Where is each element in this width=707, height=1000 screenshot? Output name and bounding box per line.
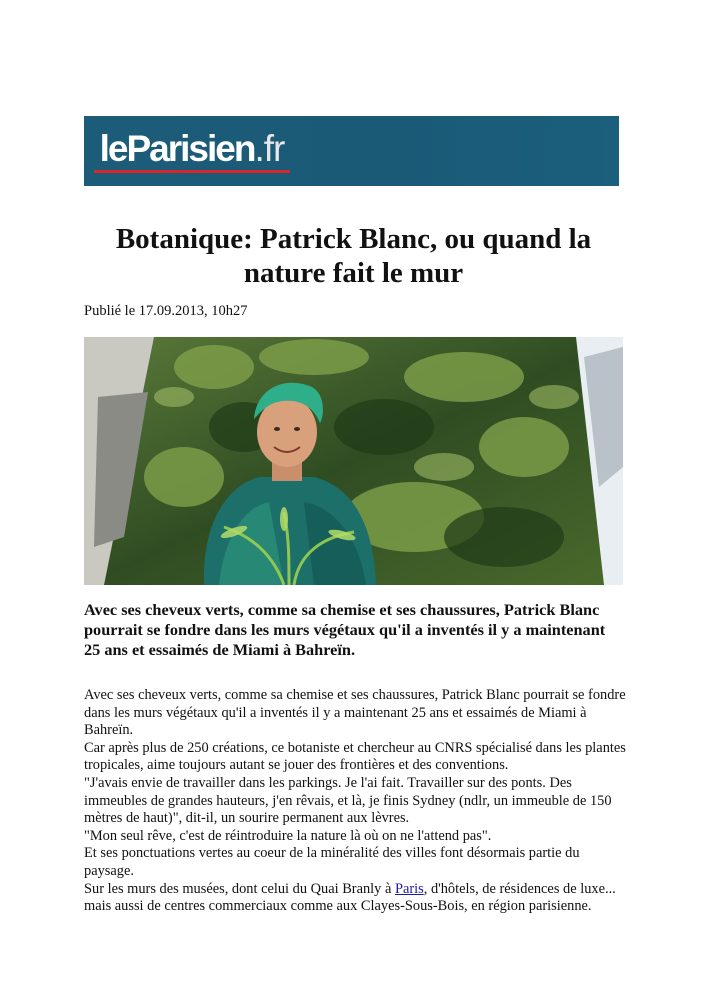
publication-date: Publié le 17.09.2013, 10h27 [84,303,248,319]
paragraph: "Mon seul rêve, c'est de réintroduire la nature là où on ne l'attend pas". [84,827,492,844]
header-banner [84,116,619,186]
paragraph: Avec ses cheveux verts, comme sa chemise et ses chaussures, Patrick Blanc pourrait se fondre dans les murs végétaux qu'il a inventés il y a maintenant 25 ans et essaimés de Miami à Bahreïn. [84,687,626,739]
logo-tld: .fr [254,128,285,169]
title-line-1: Botanique: Patrick Blanc, ou quand la [115,223,592,255]
logo-text [100,129,285,169]
logo-main: leParisien [99,128,255,169]
paragraph: Car après plus de 250 créations, ce botaniste et chercheur au CNRS spécialisé dans les plantes tropicales, aime toujours autant se jouer des frontières et des conventions. [84,739,626,774]
title-line-2: nature fait le mur [243,257,464,289]
article-lead: Avec ses cheveux verts, comme sa chemise et ses chaussures, Patrick Blanc pourrait se fondre dans les murs végétaux qu'il a inventés il y a maintenant 25 ans et essaimés de Miami à Bahreïn. [84,600,606,659]
paris-link[interactable]: Paris [394,880,424,897]
paragraph-text-start: Sur les murs des musées, dont celui du Quai Branly à [84,880,395,897]
paragraph-with-link [84,881,629,916]
article-title [84,222,623,290]
photo-illustration [84,337,623,585]
article-photo [84,337,623,585]
logo-underline [94,170,290,173]
paragraph: "J'avais envie de travailler dans les parkings. Je l'ai fait. Travailler sur des ponts. Des immeubles de grandes hauteurs, j'en rêvais, et là, je finis Sydney (ndlr, un immeuble de 150 mètres de haut)", dit-il, un sourire permanent aux lèvres. [84,774,612,827]
paragraph: Et ses ponctuations vertes au coeur de la minéralité des villes font désormais partie du paysage. [84,845,580,879]
article-body [84,687,629,916]
site-logo[interactable] [92,125,292,173]
paragraph-text-end: , d'hôtels, de résidences de luxe... mais aussi de centres commerciaux comme aux Clayes-Sous-Bois, en région parisienne. [84,880,616,915]
